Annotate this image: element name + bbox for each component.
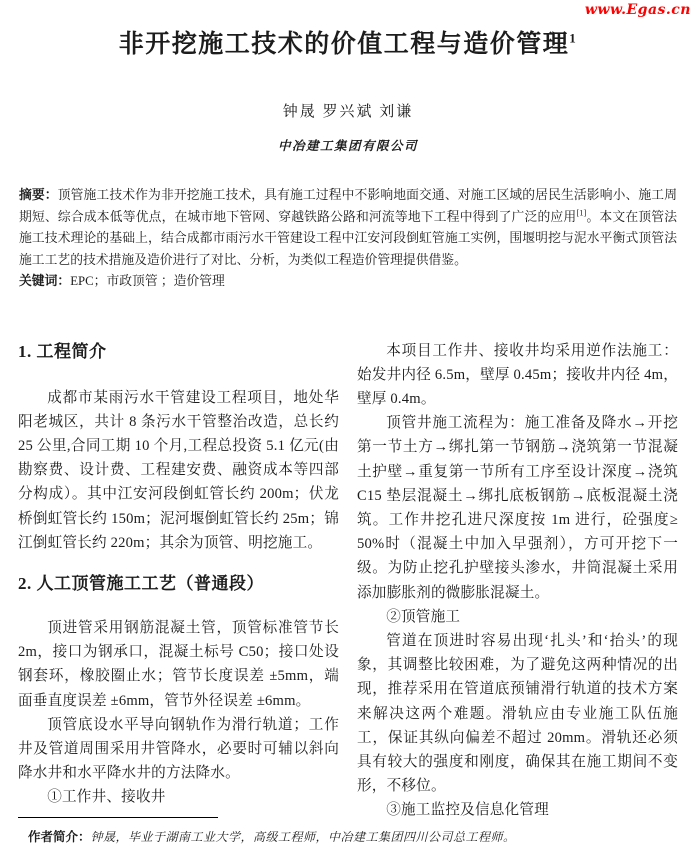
right-paragraph-2: 顶管井施工流程为：施工准备及降水→开挖第一节土方→绑扎第一节钢筋→浇筑第一节混凝土护壁→重复第一节所有工序至设计深度→浇筑 C15 垫层混凝土→绑扎底板钢筋→底板混凝土浇筑。工作井挖孔进尺深度按 1m 进行，砼强度≥ 50%时（混凝土中加入早强剂），方可开挖下一级。为防止挖孔护壁接头渗水，井筒混凝土采用添加膨胀剂的微膨胀混凝土。 [357, 415, 678, 601]
right-item-3: ③施工监控及信息化管理 [386, 802, 549, 819]
left-column [18, 329, 339, 823]
affiliation-line: 中冶建工集团有限公司 [277, 139, 418, 153]
authors-line: 钟晟 罗兴斌 刘谦 [282, 104, 414, 120]
section-2-heading: 2. 人工顶管施工工艺（普通段） [18, 573, 264, 593]
author-bio [28, 827, 680, 845]
right-column [357, 329, 678, 823]
author-bio-text: 钟晟，毕业于湖南工业大学，高级工程师，中冶建工集团四川公司总工程师。 [90, 830, 516, 844]
section-2-paragraph-2: 顶管底设水平导向钢轨作为滑行轨道；工作井及管道周围采用井管降水，必要时可辅以斜向降水井和水平降水井的方法降水。 [18, 716, 339, 782]
section-2-item-1: ①工作井、接收井 [47, 789, 166, 806]
two-column-body [18, 329, 678, 823]
watermark-url: www.Egas.cn [584, 2, 691, 18]
citation-ref-1: [1] [576, 207, 587, 218]
footnote-block [18, 817, 680, 845]
section-1-heading: 1. 工程简介 [18, 341, 107, 361]
section-2-paragraph-1: 顶进管采用钢筋混凝土管，顶管标准管节长 2m，接口为钢承口，混凝土标号 C50；接口处设钢套环，橡胶圈止水；管节长度误差 ±5mm，端面垂直度误差 ±6mm，管节外径误差 ±6mm。 [18, 619, 339, 709]
abstract-text-1: 顶管施工技术作为非开挖施工技术，具有施工过程中不影响地面交通、对施工区域的居民生活影响小、施工周期短、综合成本低等优点，在城市地下管网、穿越铁路公路和河流等地下工程中得到了广泛的应用 [19, 188, 678, 224]
abstract-text-2: 。本文在顶管法施工技术理论的基础上，结合成都市雨污水干管建设工程中江安河段倒虹管施工实例，围堰明挖与泥水平衡式顶管法施工工艺的技术措施及造价进行了对比、分析，为类似工程造价管理提供借鉴。 [19, 209, 678, 267]
abstract-block [19, 185, 677, 293]
keywords-line [19, 271, 677, 293]
right-item-2: ②顶管施工 [386, 608, 461, 625]
keywords-label: 关键词： [19, 274, 71, 288]
paper-title-text: 非开挖施工技术的价值工程与造价管理 [118, 31, 570, 58]
title-footnote-marker: 1 [569, 30, 578, 46]
abstract-paragraph [19, 185, 677, 271]
author-bio-label: 作者简介： [28, 830, 91, 844]
abstract-label: 摘要： [19, 188, 58, 202]
keywords-text: EPC；市政顶管 ；造价管理 [70, 274, 225, 288]
paper-title [40, 30, 656, 60]
footnote-separator [18, 817, 218, 818]
right-paragraph-1: 本项目工作井、接收井均采用逆作法施工：始发井内径 6.5m，壁厚 0.45m；接收井内径 4m，壁厚 0.4m。 [357, 342, 678, 407]
right-paragraph-3: 管道在顶进时容易出现‘扎头’和‘抬头’的现象，其调整比较困难，为了避免这两种情况的出现，推荐采用在管道底预铺滑行轨道的技术方案来解决这两个难题。滑轨应由专业施工队伍施工，保证其纵向偏差不超过 20mm。滑轨还必须具有较大的强度和刚度，确保其在施工期间不变形，不移位。 [357, 632, 678, 795]
section-1-paragraph: 成都市某雨污水干管建设工程项目，地处华阳老城区，共计 8 条污水干管整治改造，总长约 25 公里,合同工期 10 个月,工程总投资 5.1 亿元(由勘察费、设计费、工程建安费、融资成本等四部分构成）。其中江安河段倒虹管长约 200m；伏龙桥倒虹管长约 150m；泥河堰倒虹管长约 25m；锦江倒虹管长约 220m；其余为顶管、明挖施工。 [18, 389, 339, 551]
